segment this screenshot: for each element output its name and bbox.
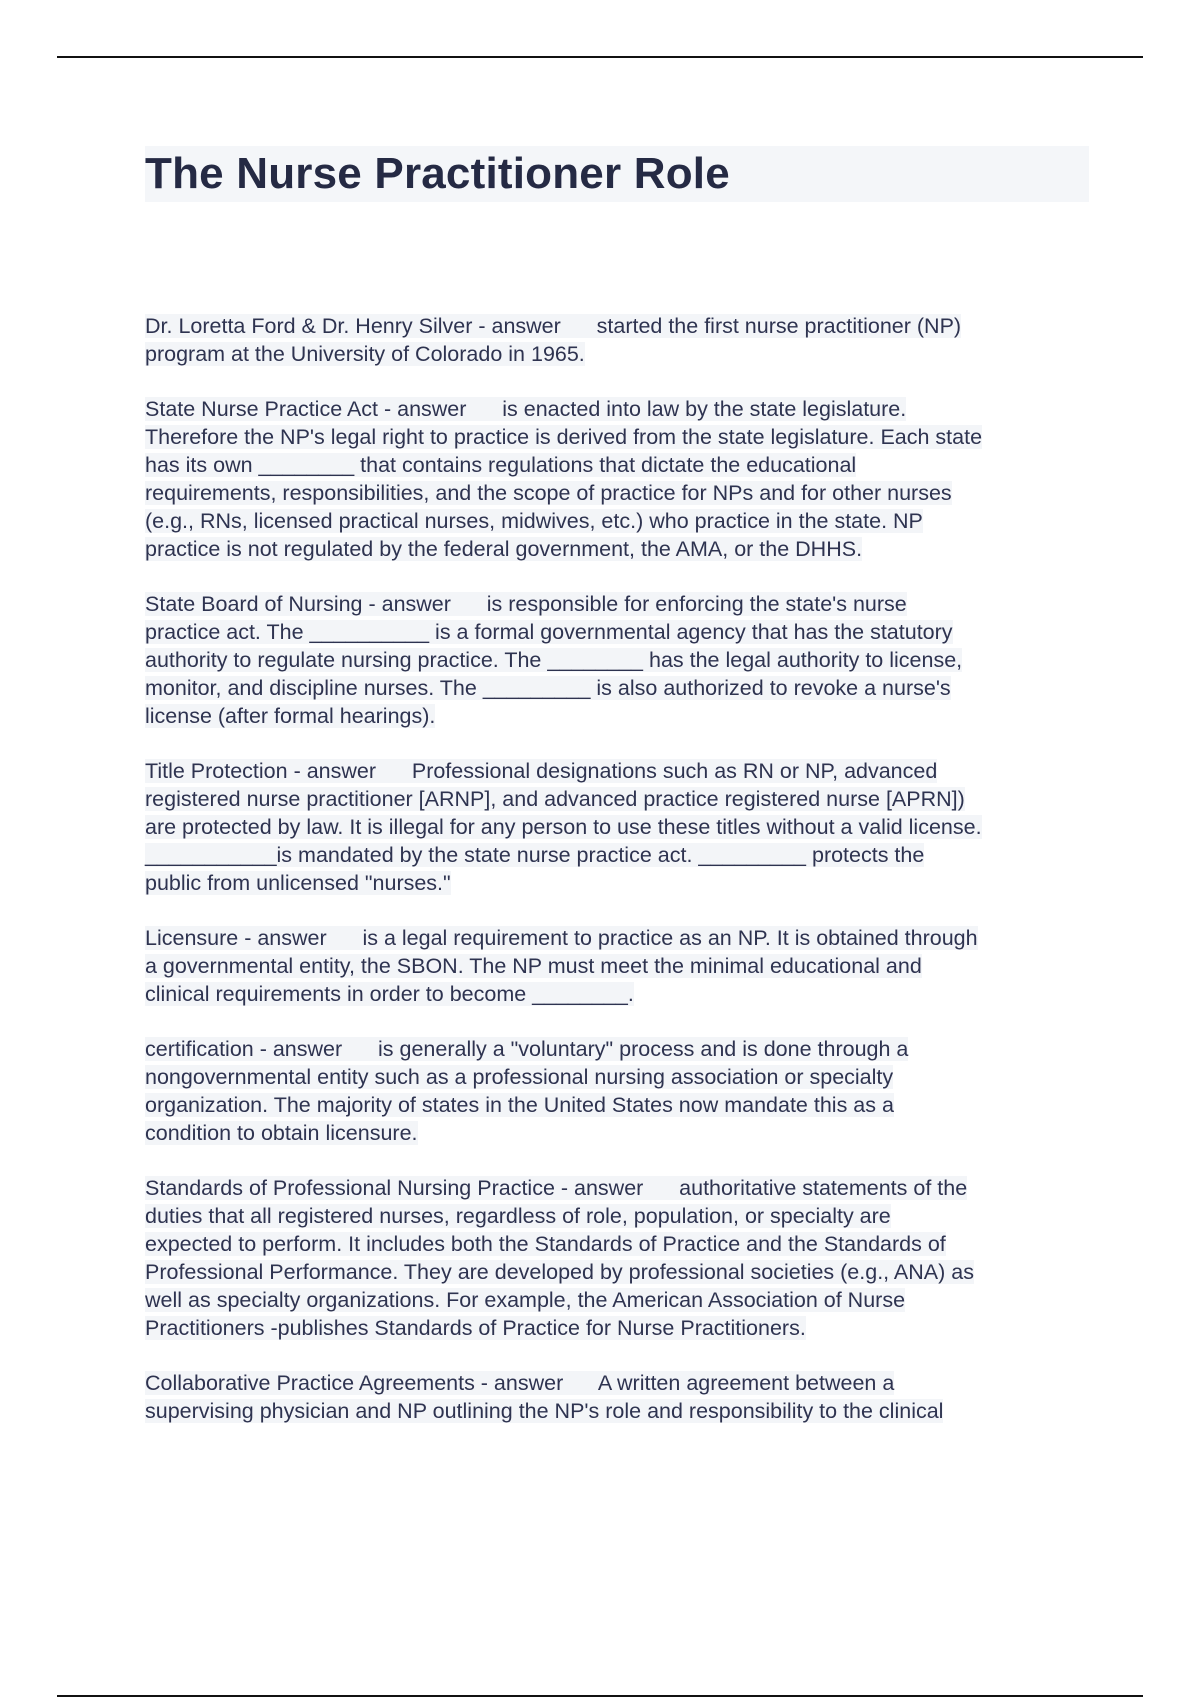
qa-entry — [145, 1369, 1097, 1425]
qa-line: practice is not regulated by the federal government, the AMA, or the DHHS. — [145, 537, 863, 561]
qa-line: Standards of Professional Nursing Practice - answer authoritative statements of the — [145, 1176, 968, 1200]
qa-line: program at the University of Colorado in 1965. — [145, 342, 585, 366]
qa-line: Therefore the NP's legal right to practice is derived from the state legislature. Each state — [145, 425, 983, 449]
qa-entry — [145, 924, 1097, 1008]
qa-line: Dr. Loretta Ford & Dr. Henry Silver - answer started the first nurse practitioner (NP) — [145, 314, 962, 338]
qa-line: clinical requirements in order to become ________. — [145, 982, 634, 1006]
qa-line: ___________is mandated by the state nurse practice act. _________ protects the — [145, 843, 925, 867]
qa-line: supervising physician and NP outlining the NP's role and responsibility to the clinical — [145, 1399, 944, 1423]
qa-entry — [145, 312, 1097, 368]
qa-line: license (after formal hearings). — [145, 704, 436, 728]
qa-line: authority to regulate nursing practice. The ________ has the legal authority to license, — [145, 648, 963, 672]
qa-line: are protected by law. It is illegal for any person to use these titles without a valid license. — [145, 815, 982, 839]
qa-line: public from unlicensed "nurses." — [145, 871, 451, 895]
top-rule — [57, 56, 1143, 58]
qa-line: nongovernmental entity such as a professional nursing association or specialty — [145, 1065, 894, 1089]
qa-line: Title Protection - answer Professional designations such as RN or NP, advanced — [145, 759, 938, 783]
qa-line: expected to perform. It includes both the Standards of Practice and the Standards of — [145, 1232, 946, 1256]
qa-line: condition to obtain licensure. — [145, 1121, 418, 1145]
qa-line: a governmental entity, the SBON. The NP must meet the minimal educational and — [145, 954, 922, 978]
qa-line: duties that all registered nurses, regardless of role, population, or specialty are — [145, 1204, 891, 1228]
qa-list — [145, 312, 1097, 1452]
qa-line: monitor, and discipline nurses. The _________ is also authorized to revoke a nurse's — [145, 676, 951, 700]
bottom-rule — [57, 1695, 1143, 1697]
qa-line: practice act. The __________ is a formal governmental agency that has the statutory — [145, 620, 953, 644]
qa-line: Practitioners -publishes Standards of Practice for Nurse Practitioners. — [145, 1316, 806, 1340]
qa-entry — [145, 395, 1097, 563]
qa-entry — [145, 757, 1097, 897]
qa-line: has its own ________ that contains regulations that dictate the educational — [145, 453, 857, 477]
page-title: The Nurse Practitioner Role — [145, 149, 730, 198]
qa-line: well as specialty organizations. For example, the American Association of Nurse — [145, 1288, 906, 1312]
qa-line: registered nurse practitioner [ARNP], and advanced practice registered nurse [APRN]) — [145, 787, 965, 811]
qa-entry — [145, 1174, 1097, 1342]
qa-line: State Nurse Practice Act - answer is enacted into law by the state legislature. — [145, 397, 907, 421]
qa-line: Licensure - answer is a legal requirement to practice as an NP. It is obtained through — [145, 926, 978, 950]
qa-line: organization. The majority of states in the United States now mandate this as a — [145, 1093, 894, 1117]
qa-line: Professional Performance. They are developed by professional societies (e.g., ANA) as — [145, 1260, 974, 1284]
qa-line: Collaborative Practice Agreements - answer A written agreement between a — [145, 1371, 895, 1395]
qa-line: certification - answer is generally a "voluntary" process and is done through a — [145, 1037, 909, 1061]
qa-entry — [145, 590, 1097, 730]
qa-line: requirements, responsibilities, and the scope of practice for NPs and for other nurses — [145, 481, 952, 505]
qa-entry — [145, 1035, 1097, 1147]
qa-line: (e.g., RNs, licensed practical nurses, midwives, etc.) who practice in the state. NP — [145, 509, 923, 533]
qa-line: State Board of Nursing - answer is responsible for enforcing the state's nurse — [145, 592, 907, 616]
